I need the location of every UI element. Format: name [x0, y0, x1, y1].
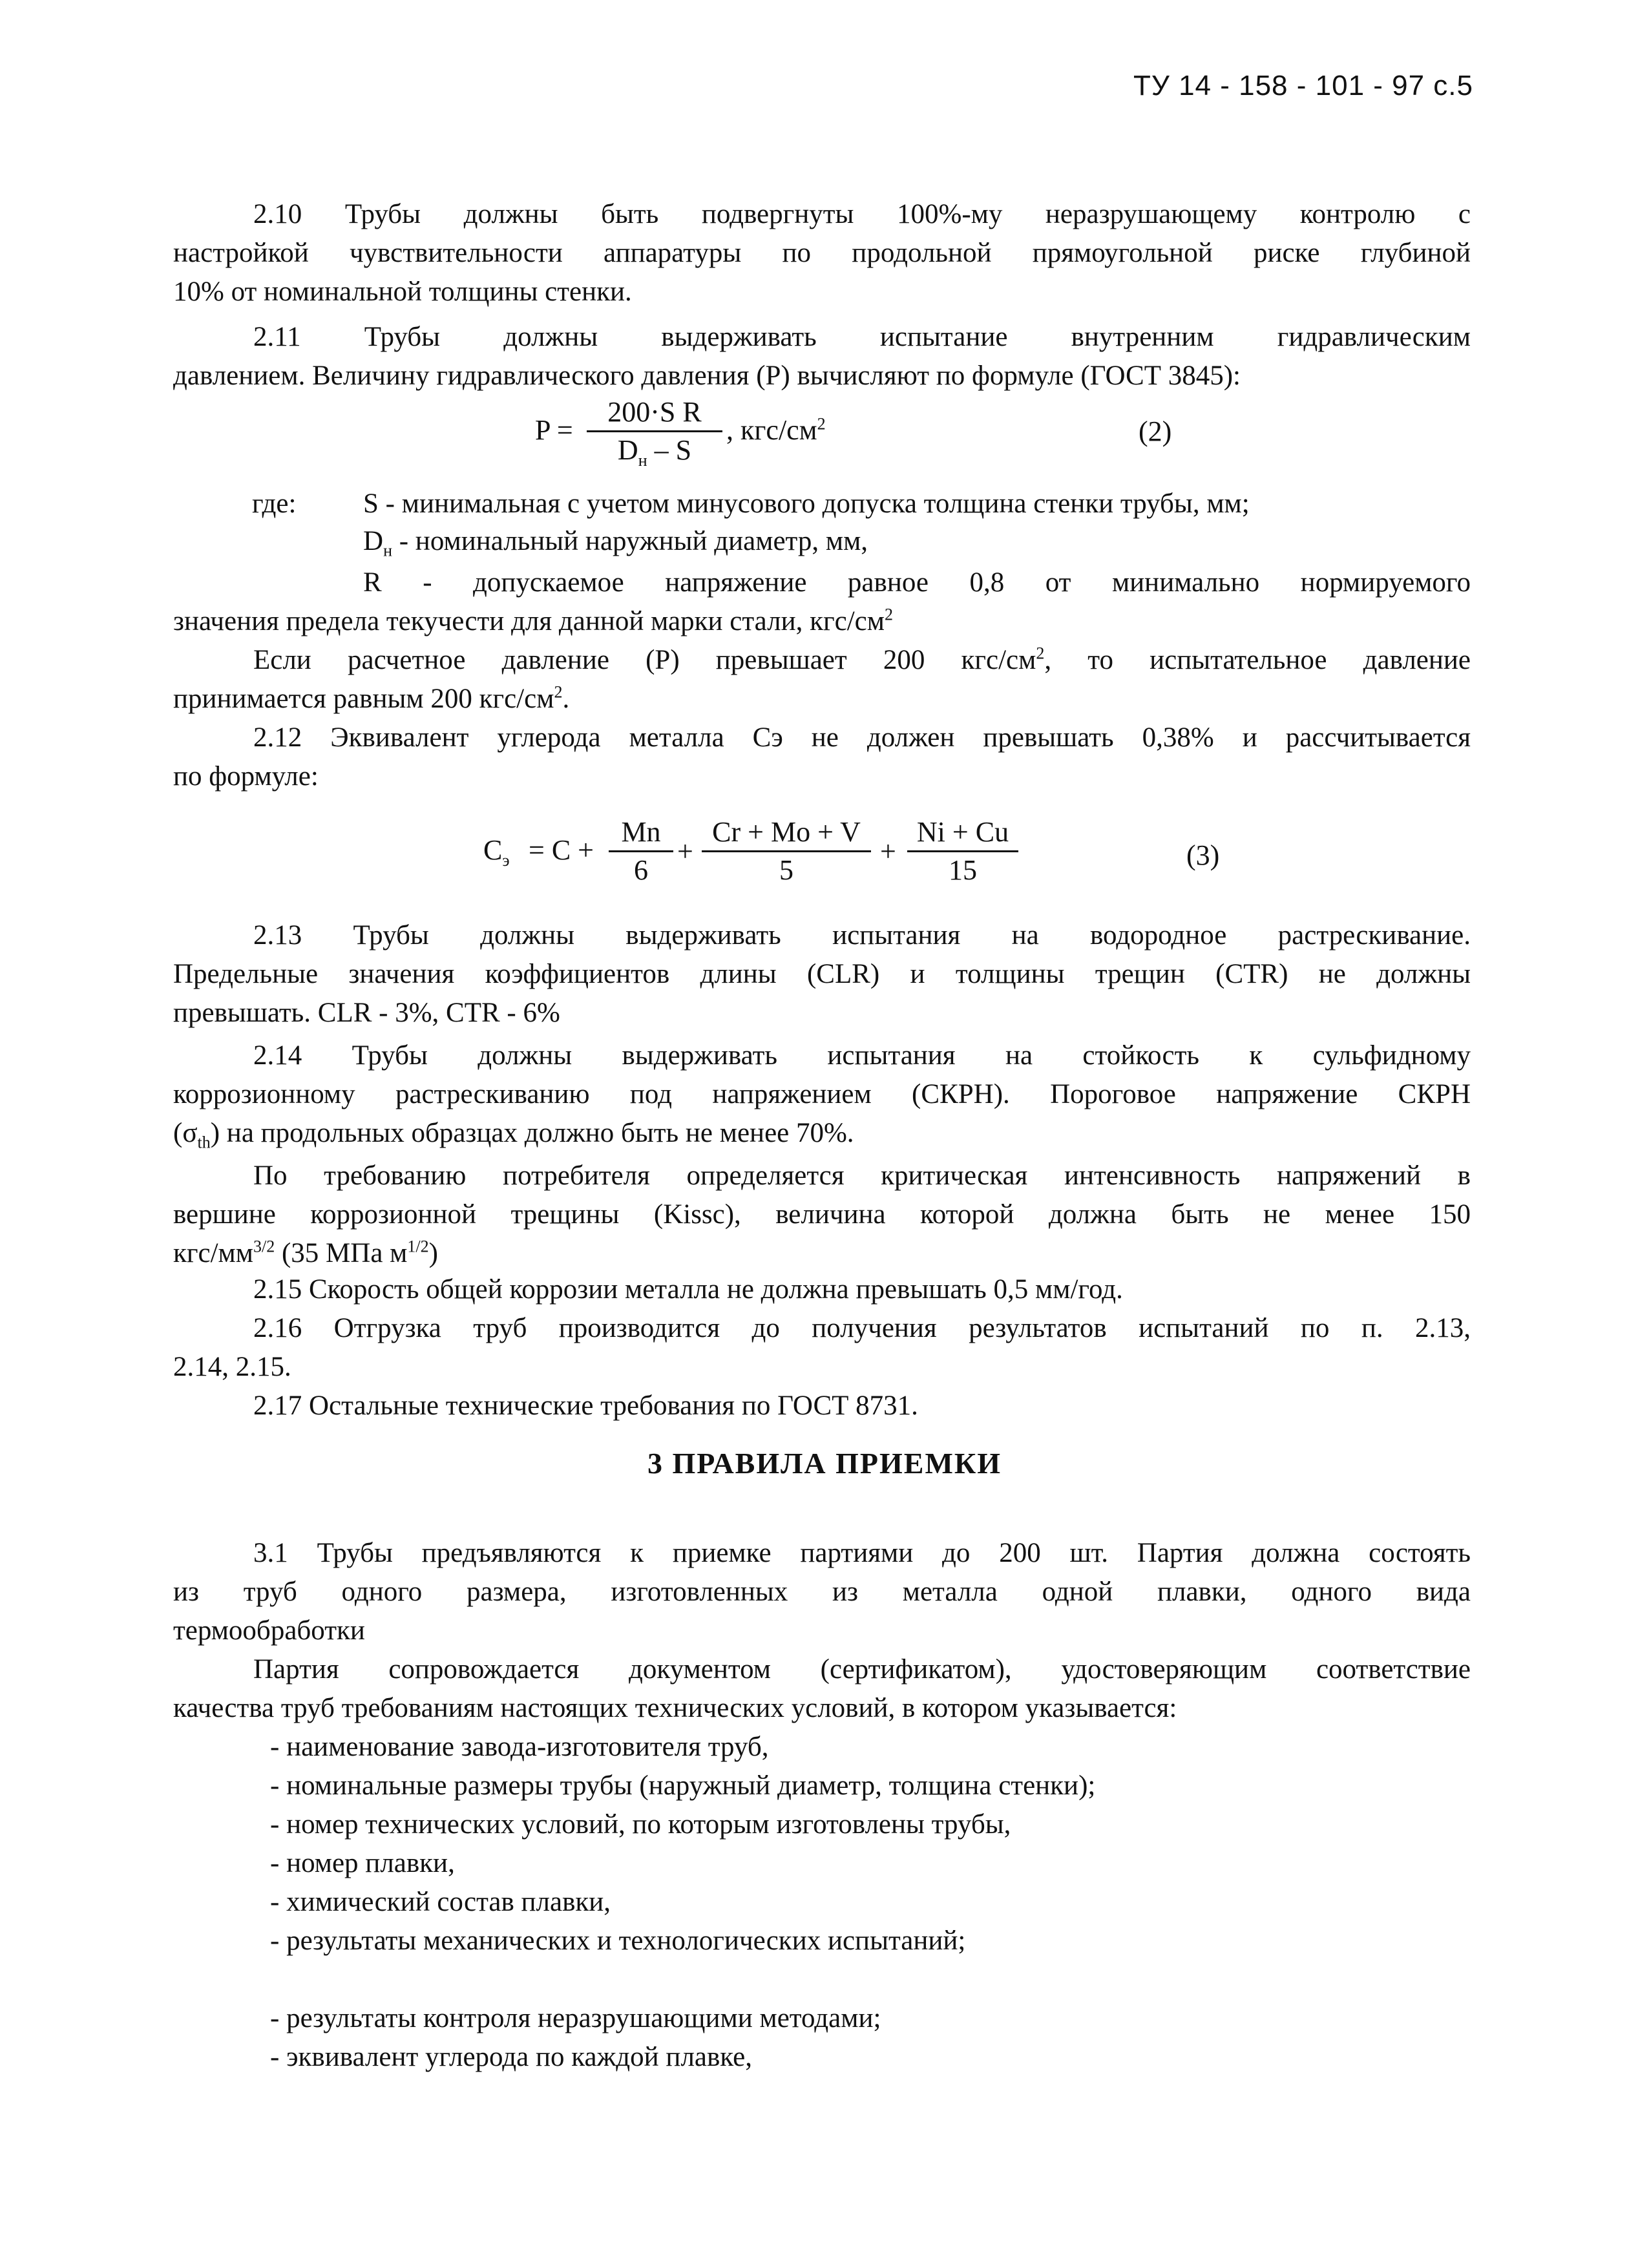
text-line: 10% от номинальной толщины стенки.: [173, 277, 632, 307]
text-line: [173, 680, 1471, 719]
plus-sign: +: [880, 835, 896, 867]
text-line: Предельные значения коэффициентов длины (CLR) и толщины трещин (CTR) не должны: [173, 959, 1471, 989]
paragraph-2-14: [173, 1036, 1471, 1153]
lhs-symbol: C: [483, 834, 503, 866]
list-item: - результаты контроля неразрушающими методами;: [270, 2003, 881, 2033]
definition-d: [363, 525, 868, 560]
list-item: - номер плавки,: [270, 1848, 455, 1878]
formula-eq: = C +: [529, 834, 594, 866]
text-line: давлением. Величину гидравлического давления (P) вычисляют по формуле (ГОСТ 3845):: [173, 361, 1241, 391]
formula-number: (2): [1139, 415, 1172, 447]
fraction-denominator: [587, 432, 722, 468]
formula-units: [726, 414, 826, 446]
text-line: По требованию потребителя определяется критическая интенсивность напряжений в: [253, 1160, 1471, 1191]
den-subscript: н: [638, 450, 647, 470]
text-line: 2.14 Трубы должны выдерживать испытания на стойкость к сульфидному: [253, 1040, 1471, 1071]
text-line: 2.10 Трубы должны быть подвергнуты 100%-му неразрушающему контролю с: [253, 199, 1471, 229]
fraction-denominator: 6: [634, 854, 648, 886]
note-text: принимается равным 200 кгс/см: [173, 684, 554, 714]
note-superscript: 2: [554, 682, 563, 702]
where-label: где:: [252, 488, 297, 519]
text-line: 2.16 Отгрузка труб производится до получения результатов испытаний по п. 2.13,: [253, 1313, 1471, 1343]
text-line: превышать. CLR - 3%, CTR - 6%: [173, 998, 560, 1028]
list-item: - наименование завода-изготовителя труб,: [270, 1732, 769, 1762]
text-line: [173, 602, 1471, 641]
list-item: - результаты механических и технологических испытаний;: [270, 1926, 966, 1956]
fraction-numerator: 200·S R: [607, 396, 702, 428]
page-header: ТУ 14 - 158 - 101 - 97 с.5: [1133, 70, 1473, 101]
den-symbol: D: [617, 434, 638, 466]
fraction-numerator: Ni + Cu: [916, 816, 1009, 848]
note-text-rest: , то испытательное давление: [1044, 645, 1471, 675]
certificate-items-list: [270, 1728, 1095, 1960]
paragraph-2-11: [173, 318, 1471, 395]
sigma-subscript: th: [197, 1133, 211, 1152]
list-item: - эквивалент углерода по каждой плавке,: [270, 2042, 752, 2072]
def-d-symbol: D: [363, 526, 384, 556]
paragraph-3-1: [173, 1534, 1471, 1650]
text-line: вершине коррозионной трещины (Kissc), величина которой должна быть не менее 150: [173, 1199, 1471, 1230]
text-line: 2.12 Эквивалент углерода металла Cэ не должен превышать 0,38% и рассчитывается: [253, 722, 1471, 753]
lhs-subscript: э: [502, 850, 510, 870]
fraction-denominator: 15: [949, 854, 977, 886]
list-item: - номер технических условий, по которым изготовлены трубы,: [270, 1809, 1011, 1840]
fraction-mn: [609, 814, 673, 888]
definition-s: S - минимальная с учетом минусового допуска толщина стенки трубы, мм;: [363, 488, 1250, 519]
def-r-superscript: 2: [884, 605, 893, 624]
fraction-denominator: 5: [779, 854, 793, 886]
paragraph-2-10: [173, 195, 1471, 311]
fraction-nicu: [907, 814, 1018, 888]
certificate-items-list-continued: [270, 1999, 881, 2077]
paragraph-2-12: [173, 719, 1471, 796]
line-text: ) на продольных образцах должно быть не менее 70%.: [210, 1118, 854, 1148]
plus-sign: +: [677, 835, 693, 867]
den-rest: – S: [647, 434, 692, 466]
paragraph-2-15: [173, 1270, 1471, 1309]
text-line: коррозионному растрескиванию под напряжением (СКРН). Пороговое напряжение СКРН: [173, 1079, 1471, 1109]
unit-text: ): [428, 1238, 438, 1268]
fraction-crmov: [702, 814, 871, 888]
text-line: [173, 1234, 1471, 1273]
text-line: 3.1 Трубы предъявляются к приемке партиями до 200 шт. Партия должна состоять: [253, 1538, 1471, 1568]
text-line: 2.13 Трубы должны выдерживать испытания на водородное растрескивание.: [253, 920, 1471, 950]
sigma-symbol: (σ: [173, 1118, 198, 1148]
formula-fraction: [587, 394, 722, 468]
def-d-text: - номинальный наружный диаметр, мм,: [392, 526, 868, 556]
formula-lhs: [483, 834, 510, 870]
text-line: 2.14, 2.15.: [173, 1352, 291, 1382]
paragraph-2-17: [173, 1387, 1471, 1425]
formula-lhs: P =: [535, 414, 573, 446]
text-line: 2.11 Трубы должны выдерживать испытание внутренним гидравлическим: [253, 322, 1471, 352]
unit-superscript: 3/2: [253, 1237, 275, 1256]
text-line: [173, 1114, 1471, 1153]
def-r-text: значения предела текучести для данной марки стали, кгс/см: [173, 606, 885, 636]
text-line: [173, 641, 1471, 680]
text-line: R - допускаемое напряжение равное 0,8 от минимально нормируемого: [363, 567, 1471, 598]
fraction-numerator: Cr + Mo + V: [712, 816, 861, 848]
section-heading: 3 ПРАВИЛА ПРИЕМКИ: [647, 1447, 1002, 1480]
paragraph-pressure-note: [173, 641, 1471, 719]
unit-text: (35 МПа м: [275, 1238, 408, 1268]
note-text-rest: .: [562, 684, 570, 714]
paragraph-2-13: [173, 916, 1471, 1033]
definition-r: [173, 563, 1471, 641]
formula-number: (3): [1186, 839, 1220, 871]
text-line: термообработки: [173, 1615, 365, 1646]
list-item: - номинальные размеры трубы (наружный диаметр, толщина стенки);: [270, 1770, 1096, 1801]
text-line: из труб одного размера, изготовленных из металла одной плавки, одного вида: [173, 1577, 1471, 1607]
text-line: 2.15 Скорость общей коррозии металла не должна превышать 0,5 мм/год.: [253, 1274, 1123, 1305]
list-item: - химический состав плавки,: [270, 1887, 611, 1917]
paragraph-2-16: [173, 1309, 1471, 1387]
fraction-numerator: Mn: [621, 816, 661, 848]
text-line: настройкой чувствительности аппаратуры по продольной прямоугольной риске глубиной: [173, 238, 1471, 268]
note-superscript: 2: [1036, 644, 1045, 663]
note-text: Если расчетное давление (P) превышает 200 кгс/см: [253, 645, 1036, 675]
text-line: качества труб требованиям настоящих технических условий, в котором указывается:: [173, 1693, 1177, 1723]
text-line: Партия сопровождается документом (сертификатом), удостоверяющим соответствие: [253, 1654, 1471, 1685]
text-line: по формуле:: [173, 761, 319, 792]
paragraph-party: [173, 1650, 1471, 1728]
unit-text: кгс/мм: [173, 1238, 253, 1268]
units-superscript: 2: [817, 414, 826, 434]
text-line: 2.17 Остальные технические требования по ГОСТ 8731.: [253, 1391, 918, 1421]
paragraph-kissc: [173, 1157, 1471, 1273]
units-text: , кгс/см: [726, 414, 817, 446]
def-d-subscript: н: [383, 541, 392, 560]
unit-superscript: 1/2: [407, 1237, 429, 1256]
